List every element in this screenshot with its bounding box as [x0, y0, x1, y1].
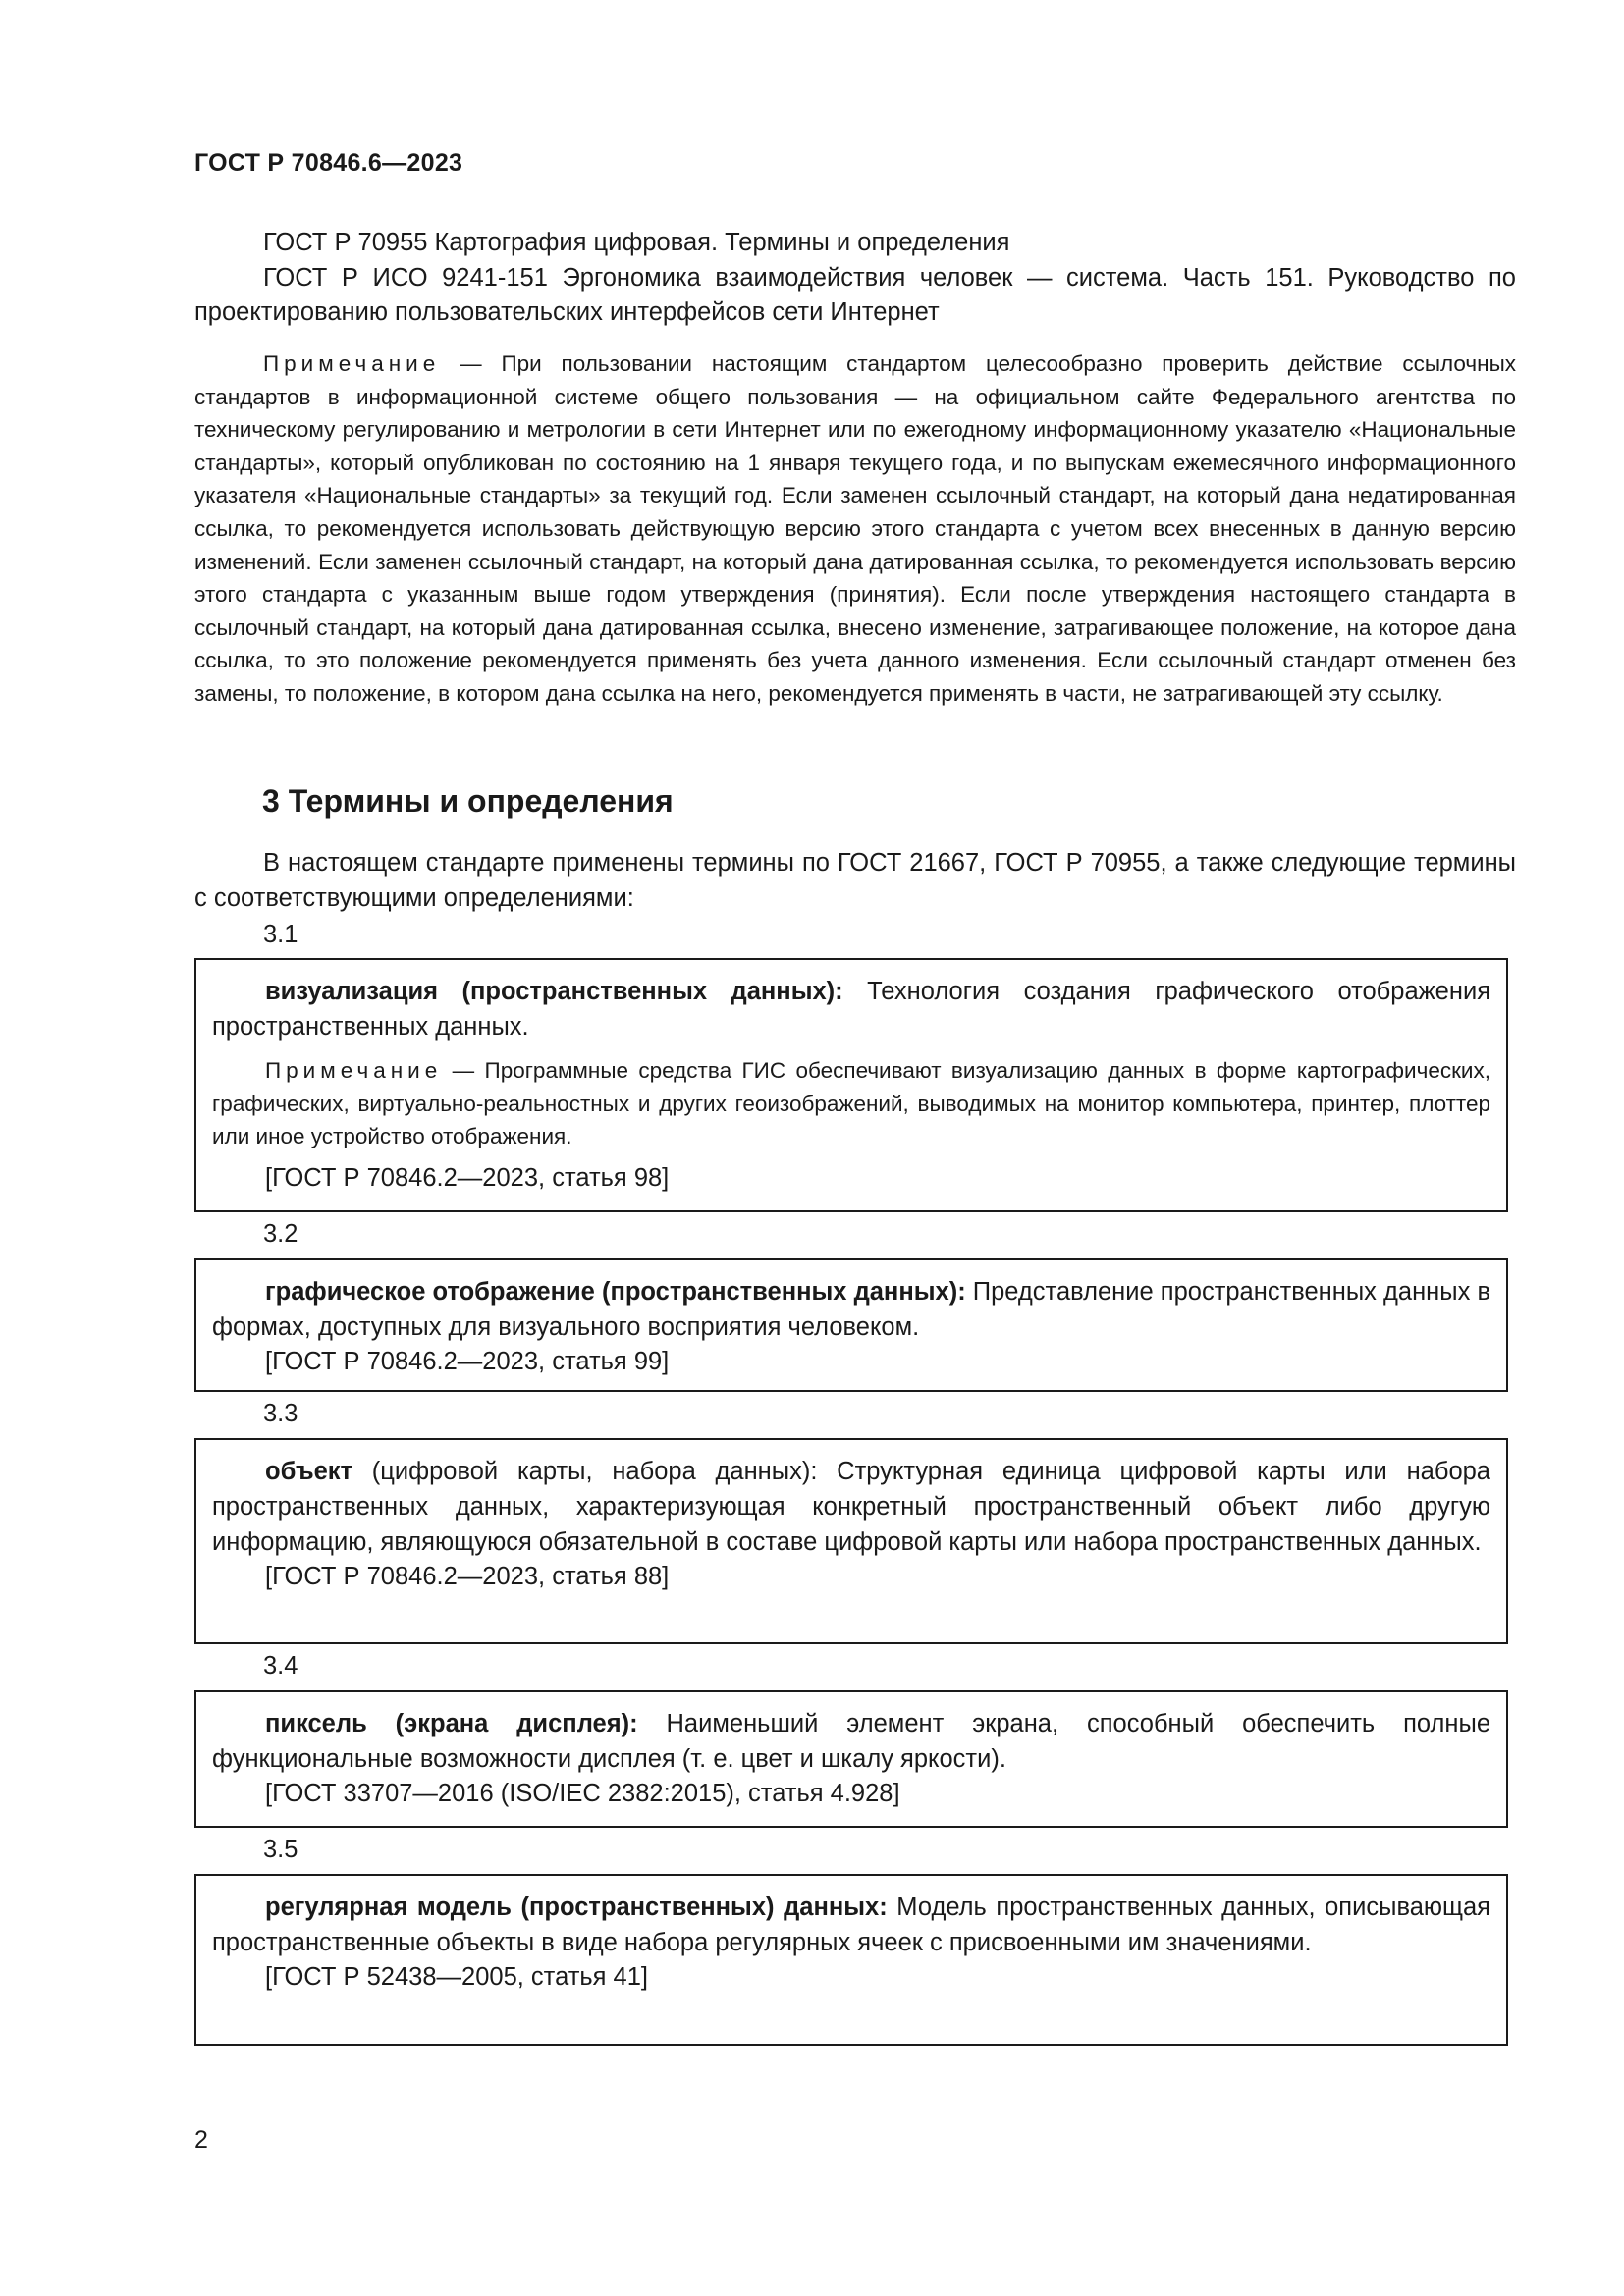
term-source: [ГОСТ Р 52438—2005, статья 41] — [265, 1963, 648, 1991]
note-text: — При пользовании настоящим стандартом целесообразно проверить действие ссылочных стандартов в информационной системе общего пользования — на официальном сайте Федерального агентства по техническому регулированию и метрологии в сети Интернет или по ежегодному информационному указателю «Национальные стандарты», который опубликован по состоянию на 1 января текущего года, и по выпускам ежемесячного информационного указателя «Национальные стандарты» за текущий год. Если заменен ссылочный стандарт, на который дана недатированная ссылка, то рекомендуется использовать действующую версию этого стандарта с учетом всех внесенных в данную версию изменений. Если заменен ссылочный стандарт, на который дана датированная ссылка, то рекомендуется использовать версию этого стандарта с указанным выше годом утверждения (принятия). Если после утверждения настоящего стандарта в ссылочный стандарт, на который дана датированная ссылка, внесено изменение, затрагивающее положение, на которое дана ссылка, то это положение рекомендуется применять без учета данного изменения. Если ссылочный стандарт отменен без замены, то положение, в котором дана ссылка на него, рекомендуется применять в части, не затрагивающей эту ссылку. — [194, 351, 1516, 706]
term-number: 3.3 — [263, 1400, 298, 1427]
term-entry — [194, 1438, 1508, 1644]
section-title: 3 Термины и определения — [262, 783, 674, 819]
term-definition — [212, 974, 1490, 1044]
term-definition — [212, 1706, 1490, 1777]
document-code: ГОСТ Р 70846.6—2023 — [194, 149, 463, 177]
term-source: [ГОСТ 33707—2016 (ISO/IEC 2382:2015), статья 4.928] — [265, 1780, 900, 1807]
reference-item: ГОСТ Р 70955 Картография цифровая. Термины и определения — [263, 229, 1010, 256]
page-number: 2 — [194, 2126, 208, 2154]
term-source: [ГОСТ Р 70846.2—2023, статья 99] — [265, 1348, 670, 1375]
term-name: графическое отображение (пространственных данных): — [265, 1278, 966, 1306]
term-entry — [194, 1874, 1508, 2046]
term-name: объект — [265, 1458, 353, 1485]
term-source: [ГОСТ Р 70846.2—2023, статья 88] — [265, 1563, 670, 1590]
note-label: Примечание — [265, 1058, 443, 1083]
term-definition — [212, 1274, 1490, 1345]
term-number: 3.4 — [263, 1652, 298, 1680]
references-list — [194, 226, 1516, 331]
term-number: 3.5 — [263, 1836, 298, 1863]
note-text: — Программные средства ГИС обеспечивают визуализацию данных в форме картографических, графических, виртуально-реальностных и других геоизображений, выводимых на монитор компьютера, принтер, плоттер или иное устройство отображения. — [212, 1058, 1490, 1148]
term-definition-text: (цифровой карты, набора данных): Структурная единица цифровой карты или набора пространственных данных, характеризующая конкретный пространственный объект либо другую информацию, являющуюся обязательной в составе цифровой карты или набора пространственных данных. — [212, 1458, 1490, 1556]
term-definition — [212, 1890, 1490, 1960]
references-note — [194, 347, 1516, 711]
term-definition — [212, 1454, 1490, 1560]
term-entry — [194, 1690, 1508, 1828]
term-definition-text: Модель пространственных данных, описывающая пространственные объекты в виде набора регулярных ячеек с присвоенными им значениями. — [212, 1894, 1490, 1956]
term-definition-text: Представление пространственных данных в формах, доступных для визуального восприятия человеком. — [212, 1278, 1490, 1341]
term-note — [212, 1054, 1490, 1153]
term-definition-text: Технология создания графического отображения пространственных данных. — [212, 978, 1491, 1041]
term-definition-text: Наименьший элемент экрана, способный обеспечить полные функциональные возможности дисплея (т. е. цвет и шкалу яркости). — [212, 1710, 1490, 1773]
term-entry — [194, 958, 1508, 1212]
term-name: пиксель (экрана дисплея): — [265, 1710, 638, 1737]
term-entry — [194, 1258, 1508, 1392]
term-name: регулярная модель (пространственных) данных: — [265, 1894, 888, 1921]
section-intro: В настоящем стандарте применены термины по ГОСТ 21667, ГОСТ Р 70955, а также следующие термины с соответствующими определениями: — [194, 849, 1516, 912]
reference-item: ГОСТ Р ИСО 9241-151 Эргономика взаимодействия человек — система. Часть 151. Руководство по проектированию пользовательских интерфейсов сети Интернет — [194, 263, 1516, 326]
term-name: визуализация (пространственных данных): — [265, 978, 843, 1005]
note-label: Примечание — [263, 351, 441, 376]
term-source: [ГОСТ Р 70846.2—2023, статья 98] — [265, 1163, 670, 1192]
term-number: 3.2 — [263, 1220, 298, 1248]
term-number: 3.1 — [263, 921, 298, 948]
